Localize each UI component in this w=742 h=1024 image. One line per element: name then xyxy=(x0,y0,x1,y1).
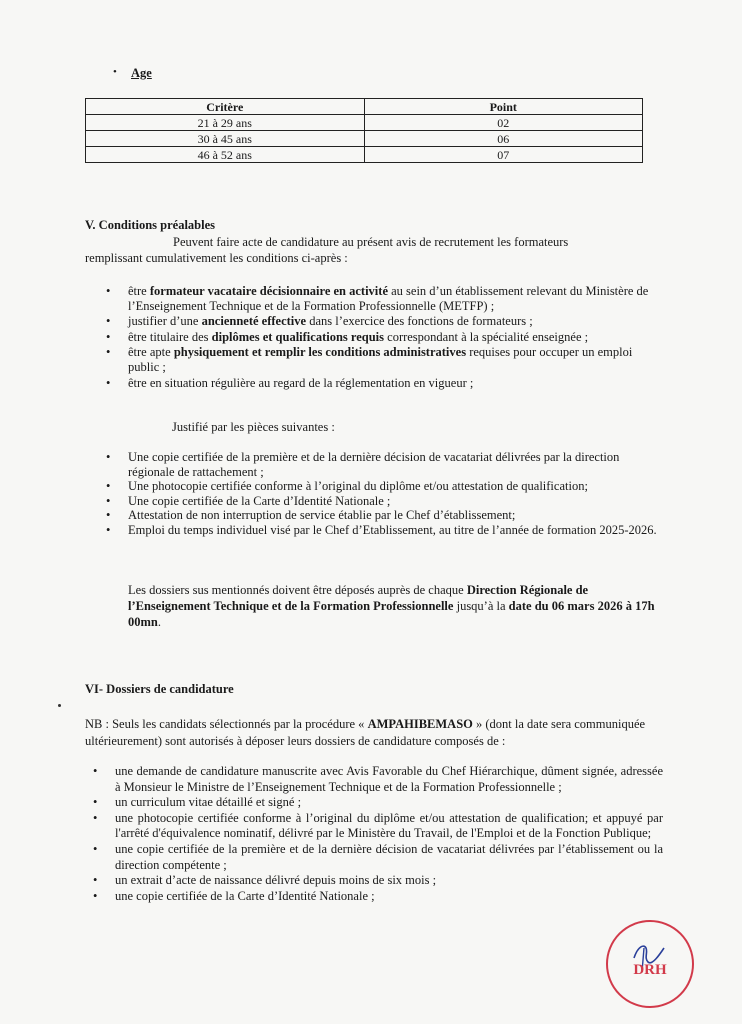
list-item: • Une copie certifiée de la Carte d’Identité Nationale ; xyxy=(106,493,391,508)
bullet-icon: • xyxy=(93,873,98,888)
bullet-icon: • xyxy=(106,375,111,390)
deposit-paragraph: Les dossiers sus mentionnés doivent être déposés auprès de chaque Direction Régionale de l’Enseignement Technique et de la Formation Professionnelle jusqu’à la date du 06 mars 2026 à 17h 00mn. xyxy=(128,583,655,629)
list-item: • justifier d’une ancienneté effective dans l’exercice des fonctions de formateurs ; xyxy=(106,314,533,329)
list-item: • être titulaire des diplômes et qualifications requis correspondant à la spécialité enseignée ; xyxy=(106,329,589,344)
table-header-row xyxy=(86,99,643,115)
bullet-icon: • xyxy=(106,284,111,298)
bullet-icon: • xyxy=(93,888,98,903)
table-cell: 46 à 52 ans xyxy=(86,147,365,163)
dossier-list xyxy=(93,764,663,904)
table-cell: 07 xyxy=(364,147,643,163)
nb-paragraph: NB : Seuls les candidats sélectionnés par la procédure « AMPAHIBEMASO » (dont la date sera communiquée ultérieurement) sont autorisés à déposer leurs dossiers de candidature composés de : xyxy=(85,717,646,748)
age-heading: Age xyxy=(131,66,152,80)
table-row xyxy=(86,131,643,147)
stamp-text: DRH xyxy=(633,962,667,978)
age-table xyxy=(85,98,643,163)
list-item: • Emploi du temps individuel visé par le Chef d’Etablissement, au titre de l’année de formation 2025-2026. xyxy=(106,522,657,537)
table-row xyxy=(86,115,643,131)
bullet-icon: • xyxy=(106,314,111,329)
list-item: • Une copie certifiée de la première et de la dernière décision de vacatariat délivrées par la direction régionale de rattachement ; xyxy=(106,450,620,479)
bullet-icon: • xyxy=(93,764,98,778)
bullet-icon: • xyxy=(106,329,111,344)
table-header-cell: Point xyxy=(364,99,643,115)
bullet-icon: • xyxy=(106,479,111,494)
bullet-icon: • xyxy=(93,810,98,825)
justified-label: Justifié par les pièces suivantes : xyxy=(172,420,335,434)
bullet-icon: • xyxy=(93,841,98,856)
paragraph-line: remplissant cumulativement les conditions ci-après : xyxy=(85,251,348,265)
bullet-icon: • xyxy=(106,450,111,464)
bullet-icon: • xyxy=(106,493,111,508)
section-heading: V. Conditions préalables xyxy=(85,218,216,232)
list-item: • une copie certifiée de la première et de la dernière décision de vacatariat délivrées par l’établissement ou la direction compétente ; xyxy=(93,841,663,872)
list-item: • être formateur vacataire décisionnaire en activité au sein d’un établissement relevant du Ministère de l’Enseignement Technique et de la Formation Professionnelle (METFP) ; xyxy=(106,284,649,313)
bullet-icon: • xyxy=(106,345,111,360)
bullet-icon: • xyxy=(106,522,111,537)
conditions-list xyxy=(106,284,663,390)
scan-speck xyxy=(58,704,61,707)
paragraph-line: Peuvent faire acte de candidature au présent avis de recrutement les formateurs xyxy=(173,235,569,249)
table-cell: 21 à 29 ans xyxy=(86,115,365,131)
bullet-icon: • xyxy=(113,66,117,78)
pieces-list xyxy=(106,450,663,538)
list-item: • être apte physiquement et remplir les conditions administratives requises pour occuper un emploi public ; xyxy=(106,345,633,374)
list-item: • un extrait d’acte de naissance délivré depuis moins de six mois ; xyxy=(93,873,437,888)
list-item: • Attestation de non interruption de service établie par le Chef d’établissement; xyxy=(106,508,516,523)
bullet-icon: • xyxy=(93,795,98,810)
list-item: • une demande de candidature manuscrite avec Avis Favorable du Chef Hiérarchique, dûment signée, adressée à Monsieur le Ministre de l’Enseignement Technique et de la Formation Professionnelle ; xyxy=(93,764,663,794)
table-row xyxy=(86,147,643,163)
table-header-cell: Critère xyxy=(86,99,365,115)
list-item: • un curriculum vitae détaillé et signé ; xyxy=(93,795,302,810)
list-item: • Une photocopie certifiée conforme à l’original du diplôme et/ou attestation de qualification; xyxy=(106,479,588,494)
bullet-icon: • xyxy=(106,508,111,523)
drh-stamp-icon xyxy=(604,918,696,1010)
list-item: • une photocopie certifiée conforme à l’original du diplôme et/ou attestation de qualification; et appuyé par l'arrêté d'équivalence nominatif, délivré par le Ministère du Travail, de l'Emploi et de la Fonction Publique; xyxy=(93,810,663,841)
section-heading: VI- Dossiers de candidature xyxy=(85,682,234,696)
table-cell: 06 xyxy=(364,131,643,147)
table-cell: 02 xyxy=(364,115,643,131)
table-cell: 30 à 45 ans xyxy=(86,131,365,147)
list-item: • être en situation régulière au regard de la réglementation en vigueur ; xyxy=(106,375,474,390)
list-item: • une copie certifiée de la Carte d’Identité Nationale ; xyxy=(93,888,375,903)
